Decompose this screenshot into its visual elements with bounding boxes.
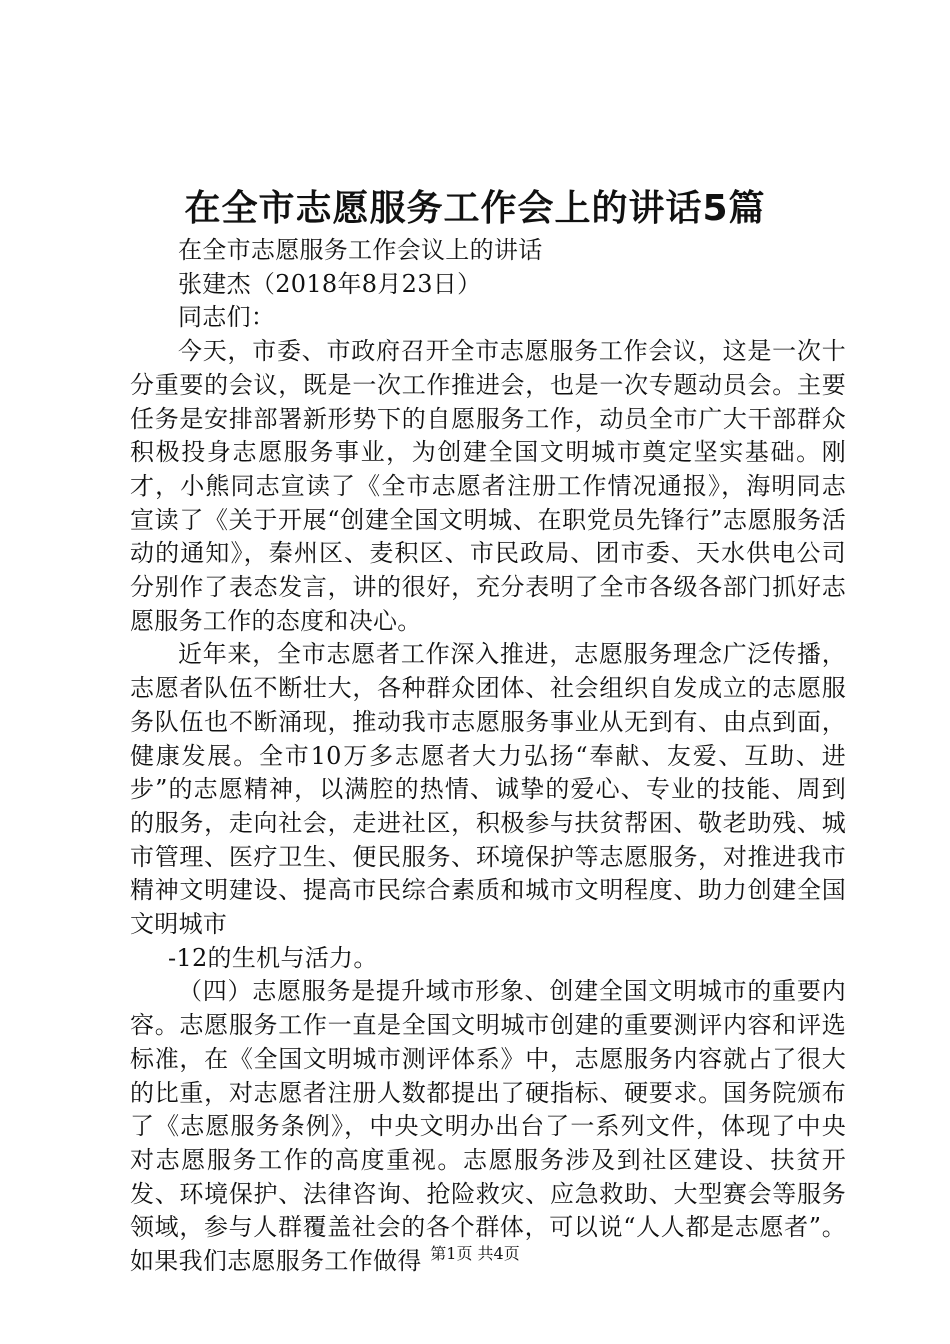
paragraph-2: 近年来，全市志愿者工作深入推进，志愿服务理念广泛传播，志愿者队伍不断壮大，各种群众团体、社会组织自发成立的志愿服务队伍也不断涌现，推动我市志愿服务事业从无到有、由点到面，健康发展。全市10万多志愿者大力弘扬“奉献、友爱、互助、进步”的志愿精神，以满腔的热情、诚挚的爱心、专业的技能、周到的服务，走向社会，走进社区，积极参与扶贫帮困、敬老助残、城市管理、医疗卫生、便民服务、环境保护等志愿服务，对推进我市精神文明建设、提高市民综合素质和城市文明程度、助力创建全国文明城市 [130, 640, 846, 939]
document-title: 在全市志愿服务工作会上的讲话5篇 [184, 188, 766, 229]
paragraph-3: （四）志愿服务是提升域市形象、创建全国文明城市的重要内容。志愿服务工作一直是全国文明城市创建的重要测评内容和评选标准，在《全国文明城市测评体系》中，志愿服务内容就占了很大的比重，对志愿者注册人数都提出了硬指标、硬要求。国务院颁布了《志愿服务条例》，中央文明办出台了一系列文件，体现了中央对志愿服务工作的高度重视。志愿服务涉及到社区建设、扶贫开发、环境保护、法律咨询、抢险救灾、应急救助、大型赛会等服务领域，参与人群覆盖社会的各个群体，可以说“人人都是志愿者”。如果我们志愿服务工作做得 [130, 977, 846, 1276]
salutation: 同志们： [178, 303, 276, 332]
document-body [130, 234, 846, 1279]
paragraph-1: 今天，市委、市政府召开全市志愿服务工作会议，这是一次十分重要的会议，既是一次工作推进会，也是一次专题动员会。主要任务是安排部署新形势下的自愿服务工作，动员全市广大干部群众积极投身志愿服务事业，为创建全国文明城市奠定坚实基础。刚才，小熊同志宣读了《全市志愿者注册工作情况通报》，海明同志宣读了《关于开展“创建全国文明城、在职党员先锋行”志愿服务活动的通知》，秦州区、麦积区、市民政局、团市委、天水供电公司分别作了表态发言，讲的很好，充分表明了全市各级各部门抓好志愿服务工作的态度和决心。 [130, 337, 846, 635]
author-line: 张建杰（2018年8月23日） [178, 269, 482, 298]
page-footer: 第1页 共4页 [430, 1244, 520, 1263]
page-fragment: -12的生机与活力。 [168, 943, 378, 972]
speech-subtitle: 在全市志愿服务工作会议上的讲话 [178, 236, 543, 264]
